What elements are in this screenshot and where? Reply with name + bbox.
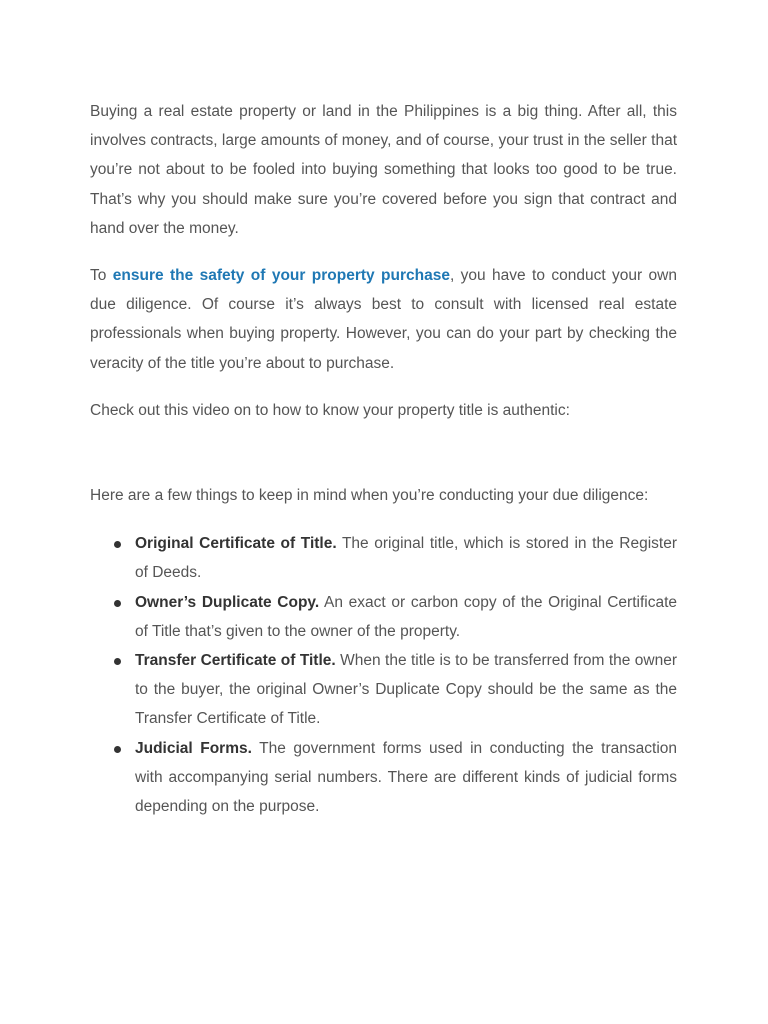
- list-item-term: Judicial Forms.: [135, 739, 252, 757]
- bullet-icon: [114, 658, 121, 665]
- list-item: [90, 588, 677, 646]
- list-item-text: When the title is to be transferred from the owner to the buyer, the original Owner’s Duplicate Copy should be the same as the Transfer Certificate of Title.: [135, 652, 678, 728]
- checklist-intro-paragraph: Here are a few things to keep in mind when you’re conducting your due diligence:: [90, 487, 649, 505]
- bullet-icon: [114, 541, 121, 548]
- bullet-icon: [114, 600, 121, 607]
- paragraph-suffix: , you have to conduct your own due diligence. Of course it’s always best to consult with licensed real estate professionals when buying property. However, you can do your part by checking the veracity of the title you’re about to purchase.: [90, 267, 677, 372]
- video-intro-paragraph: Check out this video on to how to know your property title is authentic:: [90, 401, 570, 419]
- list-item: [90, 734, 677, 822]
- property-safety-link[interactable]: ensure the safety of your property purchase: [112, 267, 450, 285]
- due-diligence-paragraph: [90, 261, 677, 378]
- list-item-term: Original Certificate of Title.: [135, 535, 337, 553]
- title-documents-list: [90, 529, 677, 821]
- document-page: [90, 97, 677, 821]
- list-item: [90, 646, 677, 734]
- list-item-term: Owner’s Duplicate Copy.: [135, 593, 320, 611]
- list-item-text: The government forms used in conducting the transaction with accompanying serial numbers. There are different kinds of judicial forms depending on the purpose.: [135, 739, 677, 816]
- list-item-term: Transfer Certificate of Title.: [135, 652, 336, 670]
- paragraph-prefix: To: [90, 267, 113, 285]
- intro-paragraph: Buying a real estate property or land in the Philippines is a big thing. After all, this involves contracts, large amounts of money, and of course, your trust in the seller that you’re not about to be fooled into buying something that looks too good to be true. That’s why you should make sure you’re covered before you sign that contract and hand over the money.: [90, 103, 677, 237]
- list-item-text: An exact or carbon copy of the Original Certificate of Title that’s given to the owner of the property.: [135, 593, 677, 640]
- list-item: [90, 529, 677, 587]
- bullet-icon: [114, 746, 121, 753]
- list-item-text: The original title, which is stored in the Register of Deeds.: [135, 535, 677, 582]
